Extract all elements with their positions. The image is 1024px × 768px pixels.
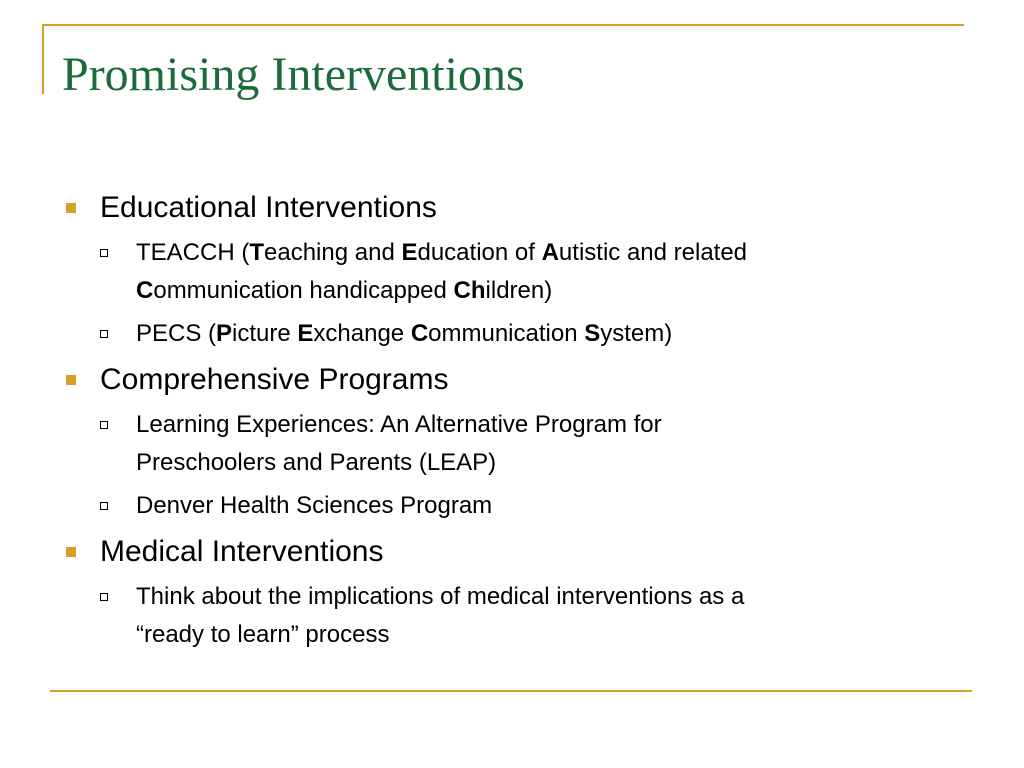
- bullet-medical-interventions: [62, 530, 962, 574]
- bullet-heading: Educational Interventions: [100, 191, 437, 224]
- subbullet-line: Think about the implications of medical interventions as a: [136, 583, 745, 610]
- subbullet-line: “ready to learn” process: [136, 621, 390, 648]
- subbullet-teacch: [62, 234, 962, 310]
- subbullet-line: Preschoolers and Parents (LEAP): [136, 449, 497, 476]
- bullet-heading: Medical Interventions: [100, 535, 384, 568]
- subbullet-line: Denver Health Sciences Program: [136, 492, 493, 519]
- square-bullet-icon: [66, 375, 76, 385]
- hollow-square-bullet-icon: [100, 502, 108, 510]
- slide-content: [62, 186, 962, 659]
- subbullet-line: TEACCH (Teaching and Education of Autistic and related: [136, 239, 748, 266]
- subbullet-ready-to-learn: [62, 578, 962, 654]
- subbullet-line: Communication handicapped Children): [136, 277, 553, 304]
- square-bullet-icon: [66, 547, 76, 557]
- bullet-heading: Comprehensive Programs: [100, 363, 449, 396]
- subbullet-line: Learning Experiences: An Alternative Program for: [136, 411, 662, 438]
- frame-bottom-rule: [50, 690, 972, 692]
- frame-left-rule: [42, 24, 44, 94]
- bullet-comprehensive-programs: [62, 358, 962, 402]
- subbullet-leap: [62, 406, 962, 482]
- subbullet-pecs: [62, 315, 962, 353]
- frame-top-rule: [42, 24, 964, 26]
- square-bullet-icon: [66, 203, 76, 213]
- hollow-square-bullet-icon: [100, 330, 108, 338]
- subbullet-line: PECS (Picture Exchange Communication System): [136, 320, 673, 347]
- slide-title: Promising Interventions: [62, 48, 525, 101]
- subbullet-denver: [62, 487, 962, 525]
- hollow-square-bullet-icon: [100, 421, 108, 429]
- bullet-educational-interventions: [62, 186, 962, 230]
- hollow-square-bullet-icon: [100, 249, 108, 257]
- hollow-square-bullet-icon: [100, 593, 108, 601]
